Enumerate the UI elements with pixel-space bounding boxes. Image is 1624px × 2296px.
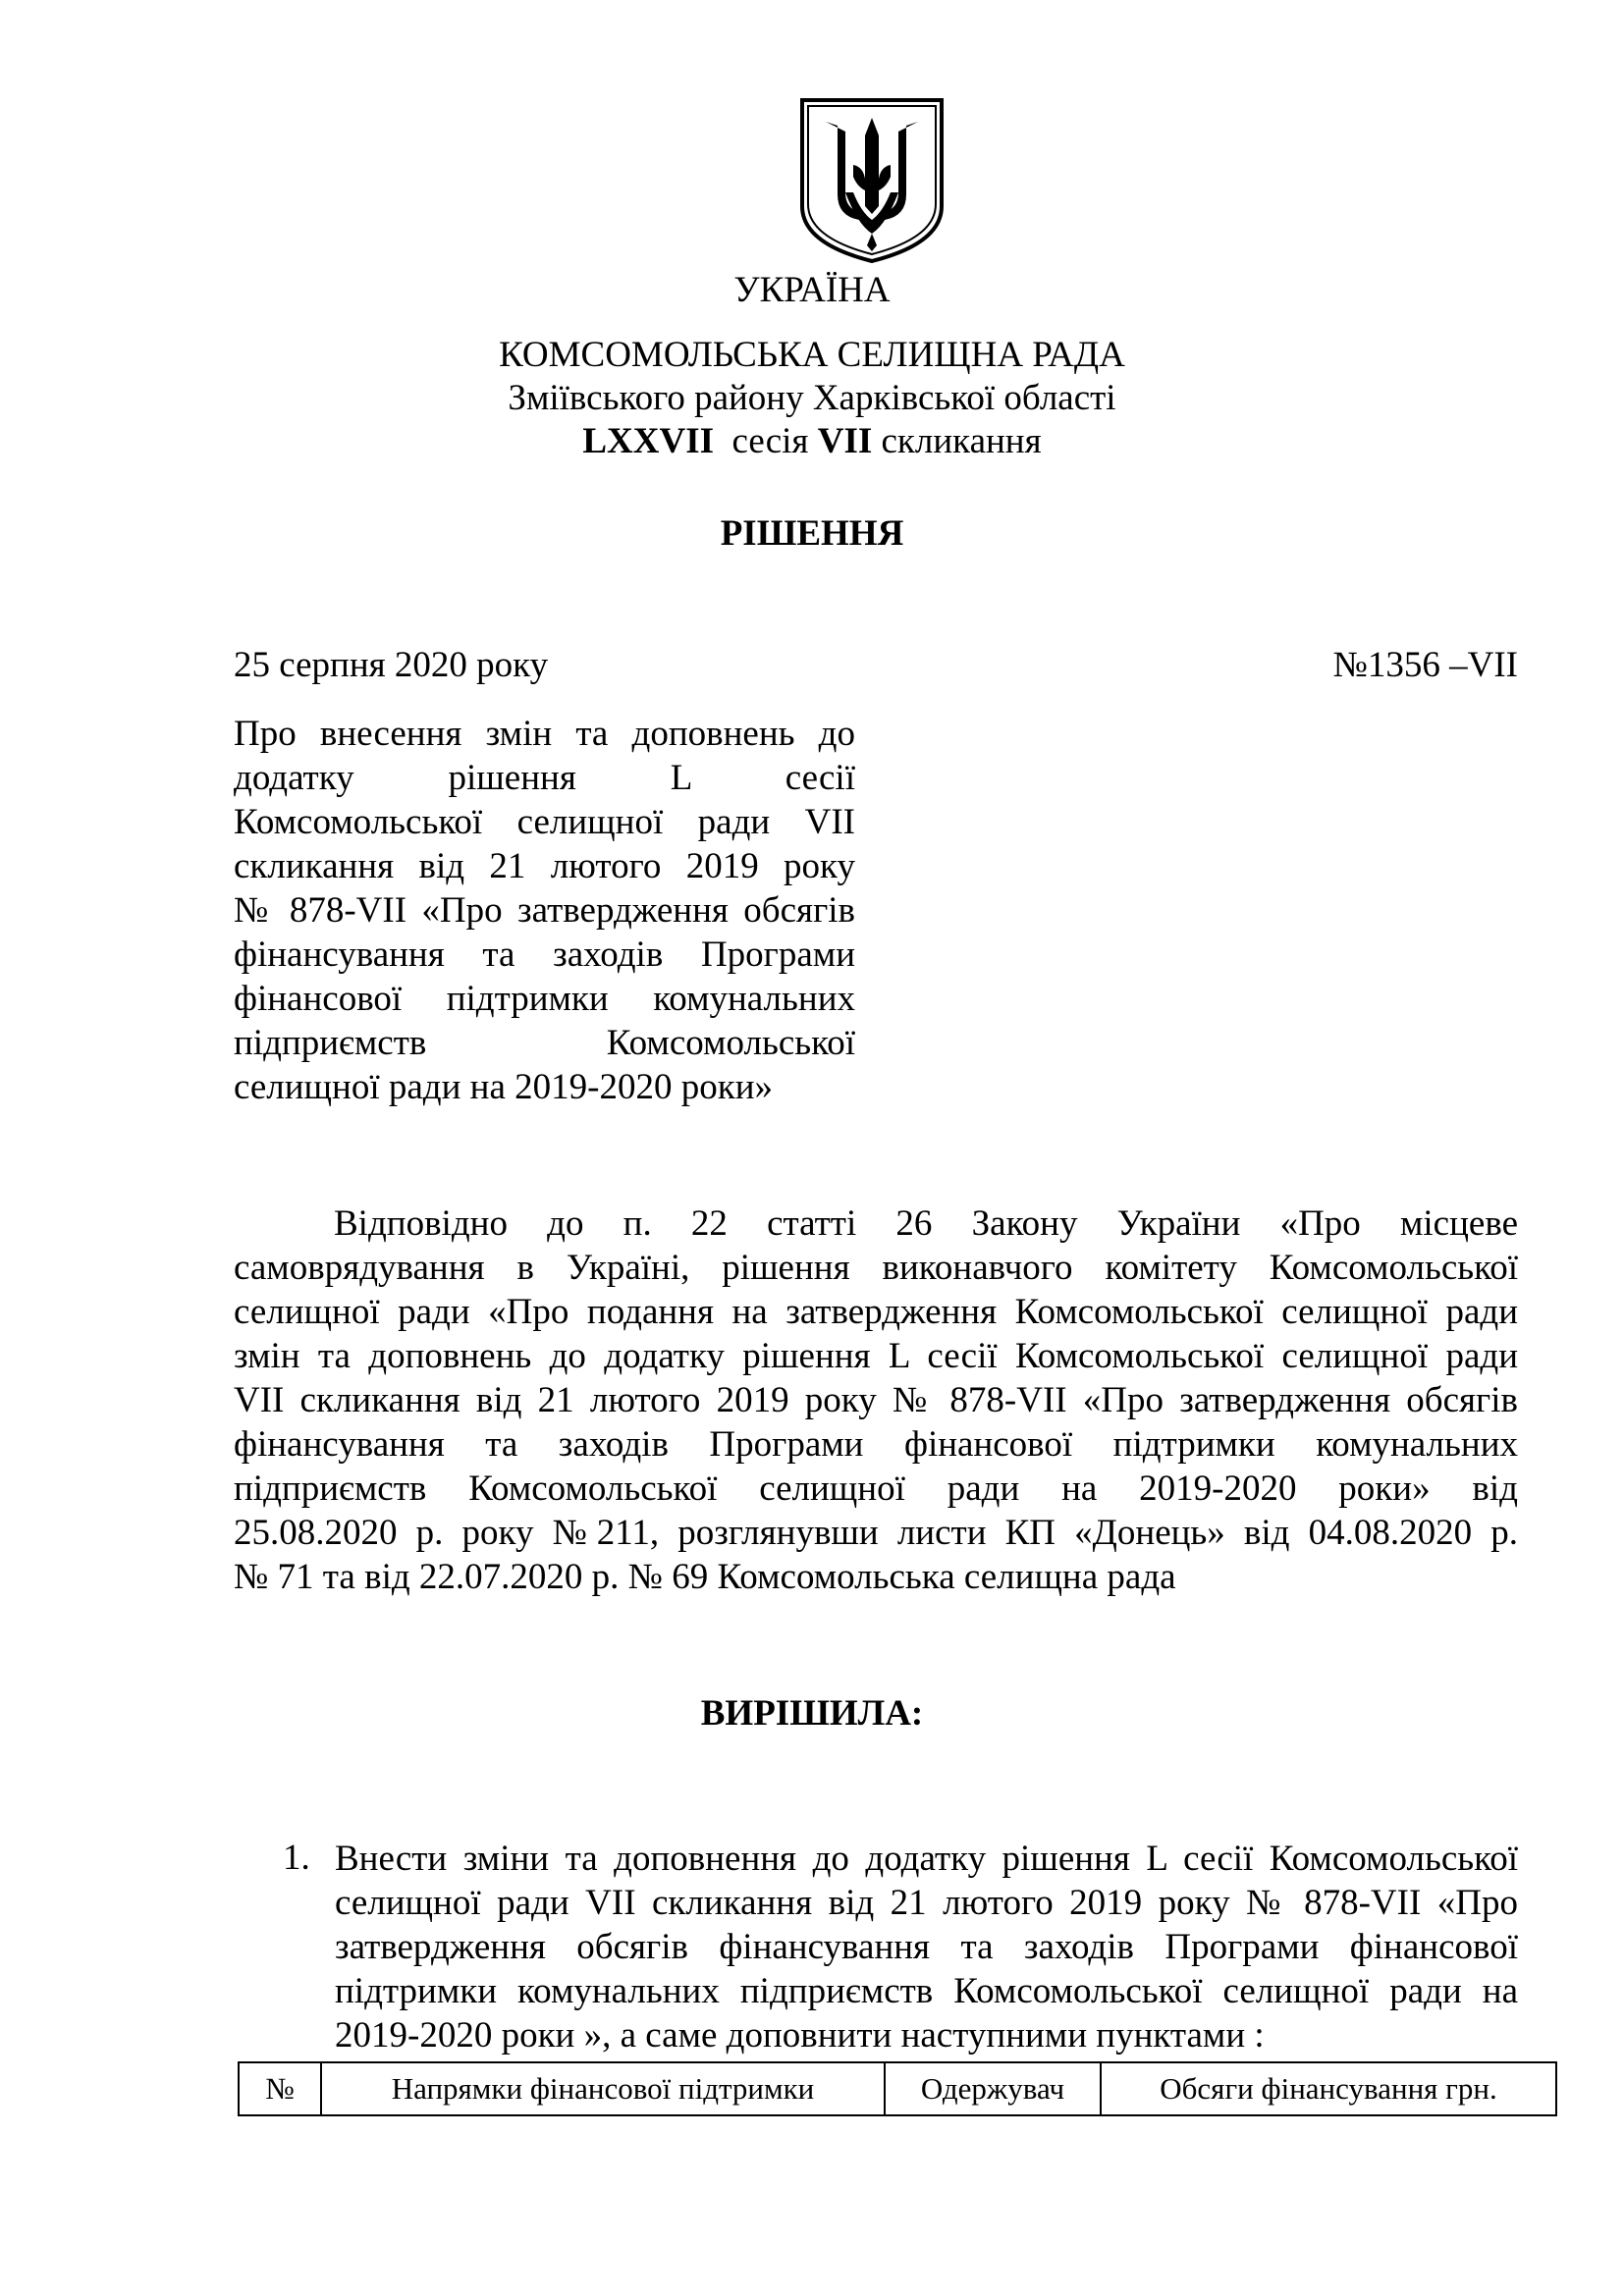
preamble-line: Відповідно до п. 22 статті 26 Закону України «Про місцеве [334, 1203, 1518, 1244]
subject-line: № 878-VII «Про затвердження обсягів [234, 890, 855, 931]
preamble-line: підприємств Комсомольської селищної ради на 2019-2020 роки» від [234, 1468, 1518, 1509]
session-word: сесія [731, 421, 809, 461]
convocation-word: скликання [881, 421, 1042, 461]
coat-of-arms-icon [798, 96, 946, 265]
item-1-text [335, 1837, 1518, 2057]
item-line: 2019-2020 роки », а саме доповнити наступними пунктами : [335, 2015, 1265, 2056]
subject-line: додатку рішення L сесії [234, 758, 855, 798]
country-title: УКРАЇНА [733, 270, 891, 310]
item-line: затвердження обсягів фінансування та заходів Програми фінансової [335, 1927, 1518, 1967]
preamble-line: № 71 та від 22.07.2020 р. № 69 Комсомольська селищна рада [234, 1557, 1176, 1597]
preamble-line: фінансування та заходів Програми фінансової підтримки комунальних [234, 1424, 1518, 1465]
decision-number: №1356 –VII [1332, 645, 1518, 685]
session-number: LXXVII [582, 421, 715, 461]
convocation-number: VII [817, 421, 873, 461]
subject-line: Комсомольської селищної ради VII [234, 802, 855, 842]
header-cell-recipient: Одержувач [885, 2062, 1101, 2115]
header-cell-amount: Обсяги фінансування грн. [1101, 2062, 1556, 2115]
subject-line: Про внесення змін та доповнень до [234, 714, 855, 754]
item-line: селищної ради VII скликання від 21 лютого 2019 року № 878-VII «Про [335, 1883, 1518, 1923]
decision-subject [234, 712, 855, 1109]
subject-line: скликання від 21 лютого 2019 року [234, 846, 855, 886]
item-line: підтримки комунальних підприємств Комсомольської селищної ради на [335, 1971, 1518, 2011]
document-type: РІШЕННЯ [720, 513, 904, 554]
decision-date: 25 серпня 2020 року [234, 645, 549, 685]
subject-line: фінансової підтримки комунальних [234, 979, 855, 1019]
preamble-line: самоврядування в Україні, рішення виконавчого комітету Комсомольської [234, 1248, 1518, 1288]
header-cell-direction: Напрямки фінансової підтримки [321, 2062, 885, 2115]
preamble-line: VII скликання від 21 лютого 2019 року № 878-VII «Про затвердження обсягів [234, 1380, 1518, 1420]
decided-heading: ВИРІШИЛА: [700, 1693, 924, 1734]
preamble-line: селищної ради «Про подання на затвердження Комсомольської селищної ради [234, 1292, 1518, 1332]
council-title: КОМСОМОЛЬСЬКА СЕЛИЩНА РАДА [499, 335, 1125, 375]
header-cell-number: № [239, 2062, 321, 2115]
preamble-line: 25.08.2020 р. року №211, розглянувши листи КП «Донець» від 04.08.2020 р. [234, 1513, 1518, 1553]
table-header-row [239, 2062, 1556, 2115]
subject-line: селищної ради на 2019-2020 роки» [234, 1067, 774, 1107]
preamble-paragraph [234, 1201, 1518, 1599]
subject-line: підприємств Комсомольської [234, 1023, 855, 1063]
financing-table [238, 2061, 1557, 2116]
item-number: 1. [283, 1838, 310, 1878]
session-line [0, 420, 1624, 463]
subject-line: фінансування та заходів Програми [234, 934, 855, 975]
item-line: Внести зміни та доповнення до додатку рішення L сесії Комсомольської [335, 1839, 1518, 1879]
preamble-line: змін та доповнень до додатку рішення L сесії Комсомольської селищної ради [234, 1336, 1518, 1376]
district-title: Зміївського району Харківської області [508, 378, 1116, 418]
